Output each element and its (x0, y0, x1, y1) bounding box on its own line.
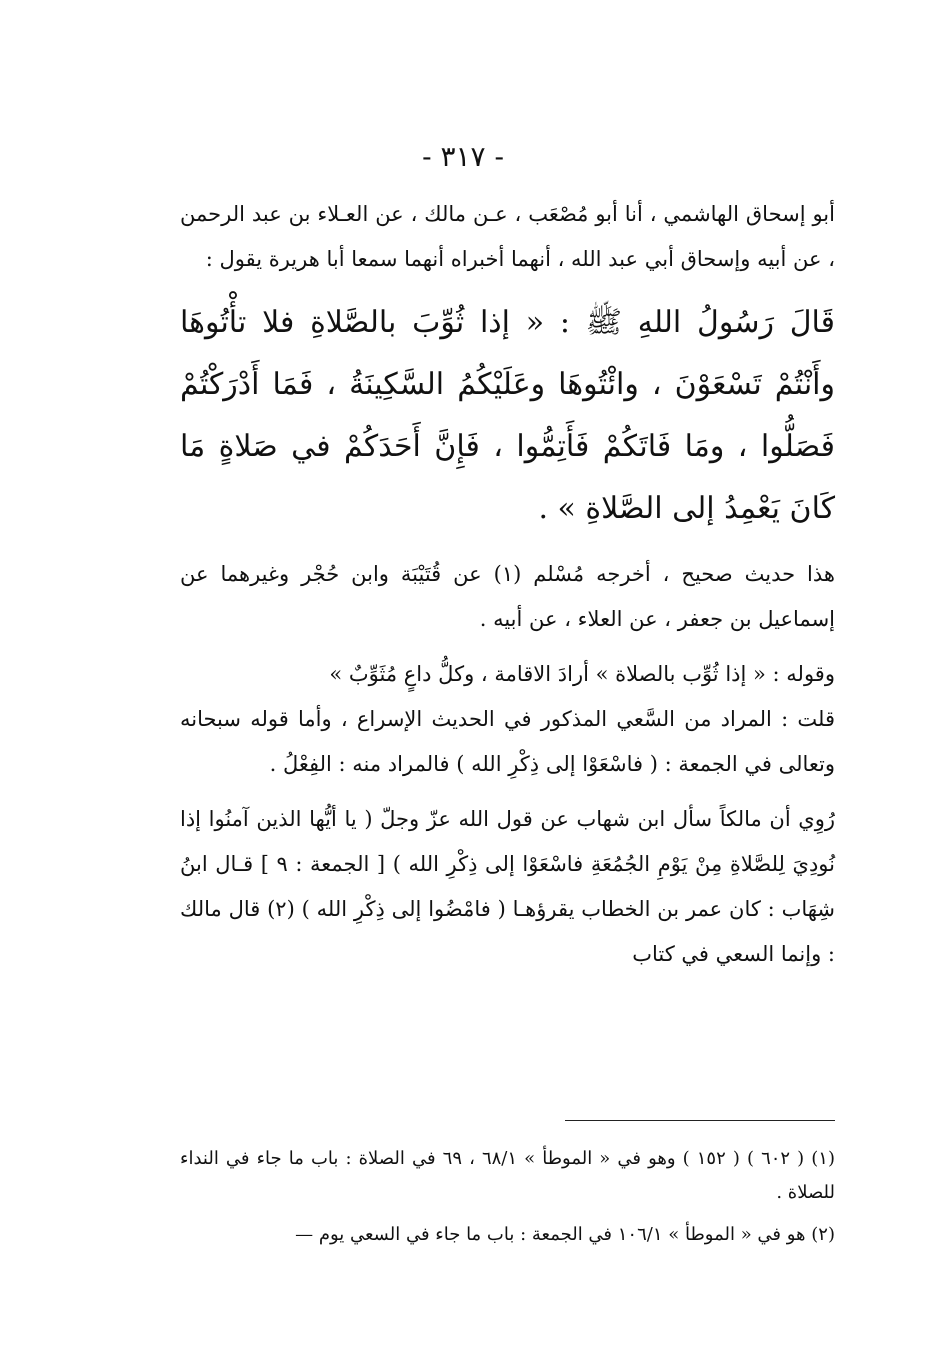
hadith-text: قَالَ رَسُولُ اللهِ ﷺ : « إذا ثُوِّبَ بالصَّلاةِ فلا تأْتُوهَا وأَنْتُمْ تَسْعَوْنَ ، وائْتُوهَا وعَلَيْكُمُ السَّكِينَةُ ، فَمَا أَدْرَكْتُمْ فَصَلُّوا ، ومَا فَاتَكُمْ فَأَتِمُّوا ، فَإِنَّ أَحَدَكُمْ في صَلاةٍ مَا كَانَ يَعْمِدُ إلى الصَّلاةِ » . (180, 305, 835, 526)
footnotes (180, 1142, 835, 1260)
footnote-1: (١) ( ٦٠٢ ) ( ١٥٢ ) وهو في « الموطأ » ٦٨/١ ، ٦٩ في الصلاة : باب ما جاء في النداء للصلاة . (180, 1148, 835, 1203)
main-text (180, 192, 835, 977)
page-number: - ٣١٧ - (422, 140, 504, 173)
narration-paragraph: رُوِي أن مالكاً سأل ابن شهاب عن قول الله عزّ وجلّ ( يا أيُّها الذين آمنُوا إذا نُودِيَ لِلصَّلاةِ مِنْ يَوْمِ الجُمُعَةِ فاسْعَوْا إلى ذِكْرِ الله ) [ الجمعة : ٩ ] قـال ابنُ شِهَاب : كان عمر بن الخطاب يقرؤهـا ( فامْضُوا إلى ذِكْرِ الله ) (٢) قال مالك : وإنما السعي في كتاب (180, 807, 836, 966)
commentary-paragraph: وقوله : « إذا ثُوِّب بالصلاة » أرادَ الاقامة ، وكلُّ داعٍ مُثَوِّبٌ » (329, 662, 835, 686)
footnote-2: (٢) هو في « الموطأ » ١٠٦/١ في الجمعة : باب ما جاء في السعي يوم — (295, 1224, 835, 1245)
takhrij-paragraph: هذا حديث صحيح ، أخرجه مُسْلم (١) عن قُتَيْبَة وابن حُجْر وغيرهما عن إسماعيل بن جعفر ، عن العلاء ، عن أبيه . (180, 562, 835, 631)
note-paragraph: قلت : المراد من السَّعي المذكور في الحديث الإسراع ، وأما قوله سبحانه وتعالى في الجمعة : ( فاسْعَوْا إلى ذِكْرِ الله ) فالمراد منه : الفِعْلُ . (180, 707, 835, 776)
isnad-paragraph: أبو إسحاق الهاشمي ، أنا أبو مُصْعَب ، عـن مالك ، عن العـلاء بن عبد الرحمن ، عن أبيه وإسحاق أبي عبد الله ، أنهما أخبراه أنهما سمعا أبا هريرة يقول : (180, 202, 835, 271)
footnote-divider (565, 1120, 835, 1121)
